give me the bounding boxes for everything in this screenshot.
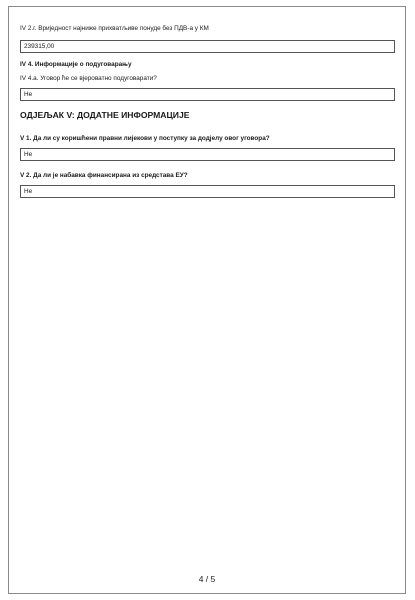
- eu-funding-question-label: V 2. Да ли је набавка финансирана из средстава ЕУ?: [20, 172, 188, 179]
- document-page: [8, 6, 406, 594]
- lowest-offer-value-label: IV 2.г. Вриједност најниже прихватљиве понуде без ПДВ-а у КМ: [20, 25, 209, 32]
- page-content: [20, 24, 395, 198]
- subcontracting-heading: IV 4. Информације о подуговарању: [20, 61, 132, 68]
- eu-funding-answer-field: Не: [20, 185, 395, 198]
- lowest-offer-value-field: 239315,00: [20, 40, 395, 53]
- page-number: 4 / 5: [198, 574, 216, 584]
- subcontracting-question-label: IV 4.а. Уговор ће се вјероватно подуговарати?: [20, 75, 157, 82]
- legal-remedies-answer-field: Не: [20, 148, 395, 161]
- legal-remedies-question-label: V 1. Да ли су коришћени правни лијекови у поступку за додјелу овог уговора?: [20, 135, 270, 142]
- subcontracting-answer-field: Не: [20, 88, 395, 101]
- section-v-title: ОДЈЕЉАК V: ДОДАТНЕ ИНФОРМАЦИЈЕ: [20, 110, 190, 120]
